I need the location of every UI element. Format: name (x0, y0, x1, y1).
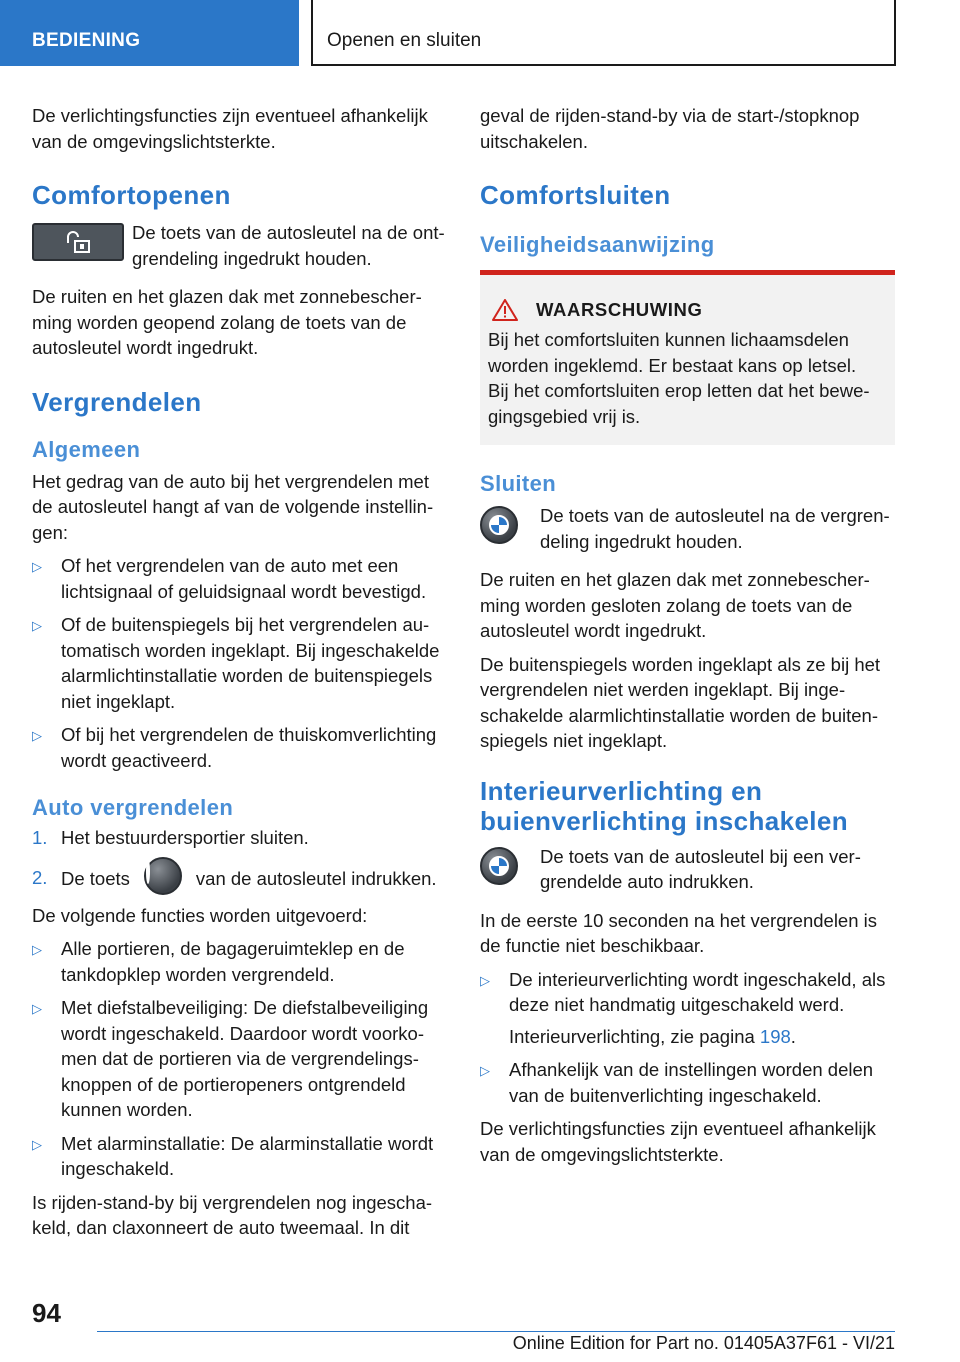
comfort-open-body: De ruiten en het glazen dak met zonnebescherming worden geopend zolang de toets van de autosleutel wordt ingedrukt. (32, 286, 422, 358)
general-body: Het gedrag van de auto bij het vergrendelen met de autosleutel hangt af van de volgende instellingen: (32, 470, 434, 543)
lighting-key-instruction (480, 844, 895, 896)
header-section-label: BEDIENING (32, 30, 141, 51)
lighting-list (480, 967, 895, 1109)
list-item: ▷ Of de buitenspiegels bij het vergrendelen automatisch worden ingeklapt. Bij ingeschakelde alarmlichtinstallatie worden de buitenspiegels niet ingeklapt. (32, 614, 440, 712)
close-body-2: De buitenspiegels worden ingeklapt als ze bij het vergrendelen niet werden ingeklapt. Bij ingeschakelde alarmlichtinstallatie worden de buitenspiegels niet ingeklapt. (480, 653, 881, 751)
list-item: ▷ Of bij het vergrendelen de thuiskomverlichting wordt geactiveerd. (32, 724, 437, 771)
page-reference: Interieurverlichting, zie pagina 198. (509, 1025, 796, 1047)
unlock-key-text: De toets van de autosleutel na de ontgrendeling ingedrukt houden. (132, 222, 445, 269)
warning-triangle-icon (492, 299, 518, 321)
header-title: Openen en sluiten (327, 30, 482, 51)
list-item: ▷ Met diefstalbeveiliging: De diefstalbeveiliging wordt ingeschakeld. Daardoor wordt voorkomen dat de portieren via de vergrendelingsknoppen of de portieropeners ontgrendeld kunnen worden. (32, 997, 429, 1120)
list-item: ▷ Of het vergrendelen van de auto met een lichtsignaal of geluidsignaal wordt bevestigd. (32, 555, 427, 602)
continued-paragraph: geval de rijden-stand-by via de start-/stopknop uitschakelen. (480, 105, 860, 152)
warning-box (480, 270, 895, 445)
triangle-bullet-icon: ▷ (32, 618, 42, 633)
lighting-body: In de eerste 10 seconden na het vergrendelen is de functie niet beschikbaar. (480, 909, 878, 956)
triangle-bullet-icon: ▷ (32, 728, 42, 743)
footer-edition: Online Edition for Part no. 01405A37F61 - VI/21 (512, 1333, 895, 1353)
list-item: ▷ Met alarminstallatie: De alarminstallatie wordt ingeschakeld. (32, 1132, 434, 1179)
warning-text-1: Bij het comfortsluiten kunnen lichaamsdelen worden ingeklemd. Er bestaat kans op letsel. (488, 329, 857, 376)
intro-paragraph: De verlichtingsfuncties zijn eventueel afhankelijk van de omgevingslichtsterkte. (32, 105, 428, 152)
heading-veiligheidsaanwijzing: Veiligheidsaanwijzing (480, 232, 715, 257)
unlock-key-icon (32, 223, 124, 261)
close-key-instruction (480, 503, 895, 555)
warning-text-2: Bij het comfortsluiten erop letten dat het bewegingsgebied vrij is. (488, 380, 870, 427)
car-lock-outro: Is rijden-stand-by bij vergrendelen nog ingeschakeld, dan claxonneert de auto tweemaal. In dit (32, 1191, 433, 1238)
lighting-key-text: De toets van de autosleutel bij een vergrendelde auto indrukken. (540, 845, 861, 892)
heading-algemeen: Algemeen (32, 436, 141, 462)
step-item: 2. De toets van de autosleutel indrukken. (32, 865, 447, 895)
page-link[interactable]: 198 (759, 1025, 791, 1047)
heading-interieurverlichting: Interieurverlichting en buienverlichting inschakelen (480, 775, 849, 836)
lock-settings-list (32, 553, 447, 773)
page-number: 94 (32, 1298, 61, 1328)
left-column (32, 103, 447, 1249)
lock-functions-list (32, 936, 447, 1182)
close-key-text: De toets van de autosleutel na de vergrendeling ingedrukt houden. (540, 505, 890, 552)
header-section-tab (0, 0, 299, 66)
bmw-key-icon (480, 847, 518, 885)
list-item: ▷ Alle portieren, de bagageruimteklep en de tankdopklep worden vergrendeld. (32, 938, 405, 985)
heading-sluiten: Sluiten (480, 471, 557, 496)
heading-comfortopenen: Comfortopenen (32, 180, 231, 210)
triangle-bullet-icon: ▷ (32, 942, 42, 957)
heading-vergrendelen: Vergrendelen (32, 386, 202, 417)
heading-comfortsluiten: Comfortsluiten (480, 180, 671, 210)
triangle-bullet-icon: ▷ (480, 1063, 490, 1078)
unlock-key-instruction (32, 220, 447, 272)
warning-header (488, 299, 887, 321)
triangle-bullet-icon: ▷ (32, 1136, 42, 1152)
list-item: ▷ De interieurverlichting wordt ingeschakeld, als deze niet handmatig uitgeschakeld werd. Interieurverlichting, zie pagina 198. (480, 967, 895, 1050)
triangle-bullet-icon: ▷ (32, 1001, 42, 1016)
bmw-key-icon (480, 506, 518, 544)
heading-auto-vergrendelen: Auto vergrendelen (32, 795, 234, 820)
close-body-1: De ruiten en het glazen dak met zonnebescherming worden gesloten zolang de toets van de autosleutel wordt ingedrukt. (480, 569, 870, 641)
step-item: 1. Het bestuurdersportier sluiten. (32, 827, 309, 848)
header-title-box (311, 0, 896, 66)
functions-intro: De volgende functies worden uitgevoerd: (32, 904, 368, 926)
right-column (480, 103, 895, 1175)
lighting-outro: De verlichtingsfuncties zijn eventueel afhankelijk van de omgevingslichtsterkte. (480, 1118, 876, 1165)
triangle-bullet-icon: ▷ (480, 972, 490, 988)
bmw-lock-key-icon (144, 857, 182, 895)
list-item: ▷ Afhankelijk van de instellingen worden delen van de buitenverlichting ingeschakeld. (480, 1059, 874, 1106)
footer-divider (97, 1331, 895, 1332)
triangle-bullet-icon: ▷ (32, 559, 42, 574)
warning-label: WAARSCHUWING (536, 299, 703, 320)
car-lock-steps (32, 825, 447, 895)
